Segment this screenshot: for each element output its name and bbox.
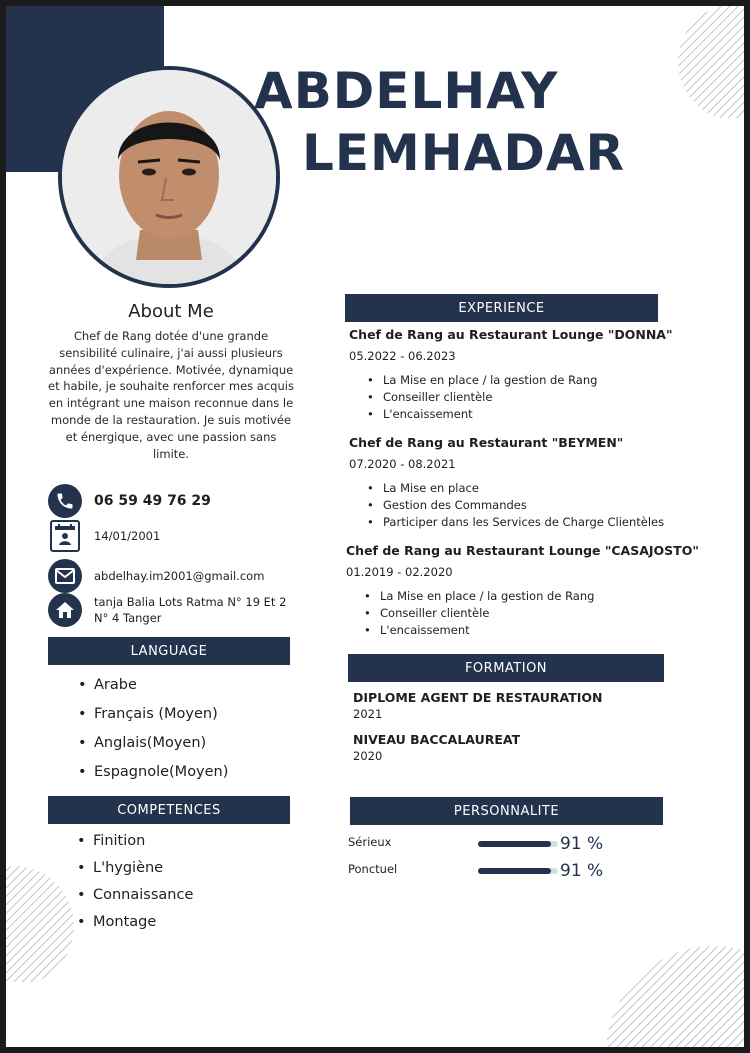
formation-title: NIVEAU BACCALAUREAT (353, 732, 521, 747)
personnalite-heading: PERSONNALITE (350, 797, 663, 825)
contact-email (48, 559, 264, 593)
birthdate: 14/01/2001 (94, 529, 161, 543)
contact-birthdate (48, 520, 160, 552)
experience-heading: EXPERIENCE (345, 294, 658, 322)
trait-level-fill (478, 841, 551, 847)
trait-label: Ponctuel (348, 862, 398, 876)
job-tasks (364, 588, 594, 639)
list-item: • Conseiller clientèle (364, 605, 594, 622)
language-heading: LANGUAGE (48, 637, 290, 665)
list-item: • Gestion des Commandes (367, 497, 664, 514)
portrait-illustration (62, 70, 276, 284)
list-item: • Finition (77, 828, 193, 855)
list-item: • Arabe (78, 671, 228, 700)
contact-address (48, 593, 286, 627)
job-tasks (367, 480, 664, 531)
top-right-stripes-decoration (670, 6, 744, 118)
competences-heading: COMPETENCES (48, 796, 290, 824)
job-date: 07.2020 - 08.2021 (349, 457, 456, 471)
trait-level-bar (478, 841, 558, 847)
about-title: About Me (128, 301, 214, 322)
formation-year: 2020 (353, 749, 383, 763)
list-item: • Espagnole(Moyen) (78, 758, 228, 787)
trait-percent: 91 % (560, 834, 604, 854)
address (94, 594, 286, 626)
job-date: 01.2019 - 02.2020 (346, 565, 453, 579)
trait-percent: 91 % (560, 861, 604, 881)
list-item: • L'encaissement (364, 622, 594, 639)
list-item: • La Mise en place / la gestion de Rang (364, 588, 594, 605)
list-item: • L'hygiène (77, 855, 193, 882)
home-icon (48, 593, 82, 627)
about-text: Chef de Rang dotée d'une grande sensibilité culinaire, j'ai aussi plusieurs années d'expérience. Motivée, dynamique et habile, je souhaite renforcer mes acquis en intégrant une maison reconnue dans le monde de la restauration. Je suis motivée et énergique, avec une passion sans limite. (48, 329, 294, 461)
list-item: • La Mise en place (367, 480, 664, 497)
list-item: • Connaissance (77, 882, 193, 909)
contact-phone (48, 484, 211, 518)
email-address: abdelhay.im2001@gmail.com (94, 569, 265, 583)
job-title: Chef de Rang au Restaurant Lounge "CASAJOSTO" (346, 543, 699, 558)
list-item: • La Mise en place / la gestion de Rang (367, 372, 597, 389)
envelope-icon (48, 559, 82, 593)
profile-photo (58, 66, 280, 288)
job-tasks (367, 372, 597, 423)
phone-icon (48, 484, 82, 518)
job-date: 05.2022 - 06.2023 (349, 349, 456, 363)
list-item: • Anglais(Moyen) (78, 729, 228, 758)
job-title: Chef de Rang au Restaurant Lounge "DONNA" (349, 327, 673, 342)
address-line-2: N° 4 Tanger (94, 611, 162, 625)
last-name: LEMHADAR (302, 124, 626, 182)
trait-level-bar (478, 868, 558, 874)
phone-number: 06 59 49 76 29 (94, 493, 211, 509)
trait-level-fill (478, 868, 551, 874)
formation-title: DIPLOME AGENT DE RESTAURATION (353, 690, 603, 705)
job-title: Chef de Rang au Restaurant "BEYMEN" (349, 435, 624, 450)
first-name: ABDELHAY (254, 62, 559, 120)
list-item: • L'encaissement (367, 406, 597, 423)
language-list (78, 671, 228, 787)
competences-list (77, 828, 193, 936)
formation-heading: FORMATION (348, 654, 664, 682)
list-item: • Conseiller clientèle (367, 389, 597, 406)
bottom-left-stripes-decoration (6, 862, 76, 982)
list-item: • Français (Moyen) (78, 700, 228, 729)
bottom-right-stripes-decoration (594, 942, 744, 1047)
address-line-1: tanja Balia Lots Ratma N° 19 Et 2 (94, 595, 287, 609)
list-item: • Participer dans les Services de Charge Clientèles (367, 514, 664, 531)
calendar-icon (50, 520, 80, 552)
formation-year: 2021 (353, 707, 383, 721)
list-item: • Montage (77, 909, 193, 936)
trait-label: Sérieux (348, 835, 392, 849)
resume-page (6, 6, 744, 1047)
